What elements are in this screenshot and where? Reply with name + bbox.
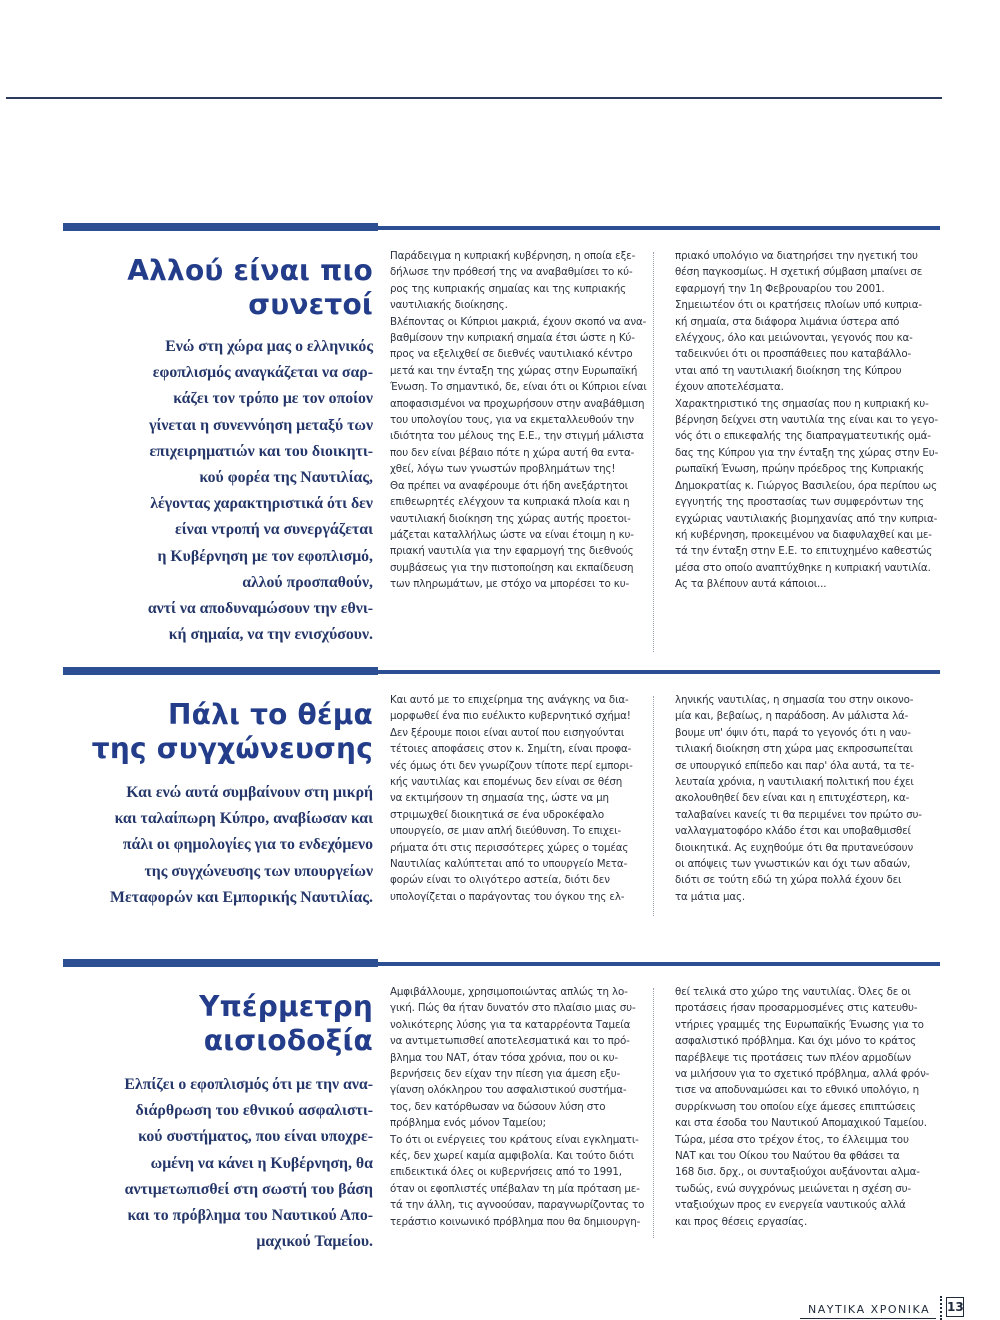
intro-line: και το πρόβλημα του Ναυτικού Απο- [127,1207,373,1225]
footer-rule [800,1318,936,1319]
body-line: τεράστιο κοινωνικό πρόβλημα που θα δημιουργη- [390,1215,641,1228]
intro-line: εφοπλισμός αναγκάζεται να σαρ- [152,364,373,382]
body-line: και προς θέσεις εργασίας. [675,1215,808,1228]
section-headline [63,698,373,766]
headline-line: της συγχώνευσης [91,732,373,765]
body-line: ιδιότητα του μέλους της Ε.Ε., την στιγμή μάλιστα [390,430,644,443]
intro-line: κή σημαία, να την ενισχύσουν. [168,626,373,644]
body-line: Δεν ξέρουμε ποιοι είναι αυτοί που εισηγούνται [390,726,625,739]
body-line: κής ναυτιλίας και επομένως δεν είναι σε θέση [390,776,623,789]
body-line: σε υπουργικό επίπεδο και παρ' όλα αυτά, τα τε- [675,759,915,772]
body-line: δας της Κύπρου για την ένταξη της χώρας στην Ευ- [675,446,939,459]
intro-line: λέγοντας χαρακτηριστικά ότι δεν [150,495,373,513]
body-column-1 [390,692,640,905]
headline-line: αισιοδοξία [203,1024,373,1057]
body-line: μέσα στο οποίο αναπτύχθηκε η κυπριακή ναυτιλία. [675,561,931,574]
body-column-1 [390,248,647,593]
body-line: ντήριες γραμμές της Ευρωπαϊκής Ένωσης για το [675,1018,924,1031]
body-line: νται από τη ναυτιλιακή διοίκηση της Κύπρου [675,364,902,377]
intro-line: της συγχώνευσης των υπουργείων [144,862,373,880]
article-section-2 [63,670,940,940]
body-column-1 [390,984,645,1230]
body-line: διοικητικά. Ας ευχηθούμε ότι θα πρυτανεύσουν [675,841,914,854]
body-line: υπουργείο, σε μιαν απλή διεύθυνση. Το επιχει- [390,825,622,838]
body-line: στριμωχθεί διοικητικά σε ένα υδροκέφαλο [390,808,605,821]
body-line: εγχώριας ναυτιλιακής βιομηχανίας από την κυπρια- [675,512,938,525]
headline-line: Υπέρμετρη [199,990,373,1023]
body-line: βερνήσεις δεν είχαν την πίεση για άμεση εξυ- [390,1068,621,1081]
body-line: εφαρμογή την 1η Φεβρουαρίου του 2001. [675,282,885,295]
body-line: βαθμίσουν την κυπριακή σημαία έτσι ώστε η Κύ- [390,332,635,345]
intro-line: πάλι οι φημολογίες για το ενδεχόμενο [122,836,373,854]
section-left-panel [63,254,373,648]
body-line: τιλιακή διοίκηση στη χώρα μας εκπροσωπείται [675,743,913,756]
intro-line: διάρθρωση του εθνικού ασφαλιστι- [135,1102,373,1120]
intro-line: γίνεται η συνεννόηση μεταξύ των [149,416,373,434]
body-line: παρέβλεψε τις προτάσεις των πλέον αρμοδίων [675,1051,911,1064]
body-line: Σημειωτέον ότι οι κρατήσεις πλοίων υπό κυπρια- [675,299,922,312]
body-line: ναλλαγματοφόρο κλάδο έτσι και υποβαθμισθεί [675,825,911,838]
body-line: Βλέποντας οι Κύπριοι μακριά, έχουν σκοπό να ανα- [390,315,647,328]
body-line: διότι σε τούτη εδώ τη χώρα πολλά έχουν δει [675,874,902,887]
body-line: νές όμως ότι δεν γνωρίζουν τίποτε περί εμπορι- [390,759,633,772]
intro-line: είναι ντροπή να συνεργάζεται [175,521,373,539]
body-line: κή κυβέρνηση, προκειμένου να διαφυλαχθεί και με- [675,528,932,541]
body-line: εγγυητής της προστασίας των συμφερόντων της [675,496,924,509]
section-rule [63,670,940,674]
body-line: του υπολογίου τους, για να εκμεταλλευθούν την [390,414,634,427]
headline-line: συνετοί [248,288,373,321]
section-left-panel [63,698,373,911]
body-line: βέρνηση δείχνει στη ναυτιλία της είναι και το γεγο- [675,414,938,427]
intro-line: η Κυβέρνηση με τον εφοπλισμό, [157,547,373,565]
section-left-panel [63,990,373,1255]
body-line: ακολουθηθεί δεν είναι και η επιτυχέστερη, κα- [675,792,910,805]
body-line: ναυτιλιακής διοίκησης. [390,299,508,312]
section-intro [63,780,373,911]
body-line: 168 δισ. δρχ., οι συνταξιούχοι αυξάνονται αλμα- [675,1166,920,1179]
intro-line: αλλού προσπαθούν, [242,573,373,591]
body-line: ληνικής ναυτιλίας, η σημασία του στην οικονο- [675,694,914,706]
body-line: έχουν αποτελέσματα. [675,381,784,394]
body-line: ταλαβαίνει κανείς τι θα περιμένει τον πρώτο συ- [675,808,922,821]
body-line: τά την άλλη, τις αγνοούσαν, παραγνωρίζοντας το [390,1199,645,1212]
body-line: γίανση ολόκληρου του ασφαλιστικού συστήμα- [390,1084,627,1097]
intro-line: αντί να αποδυναμώσουν την εθνι- [147,600,373,618]
body-line: νός ότι ο επικεφαλής της διαπραγματευτικής ομά- [675,430,931,443]
body-line: Ένωση. Το σημαντικό, δε, είναι ότι οι Κύπριοι είναι [390,381,647,394]
intro-line: Ελπίζει ο εφοπλισμός ότι με την ανα- [124,1076,373,1093]
body-line: Το ότι οι ενέργειες του κράτους είναι εγκληματι- [390,1133,639,1146]
body-line: προς να εξελιχθεί σε διεθνές ναυτιλιακό κέντρο [390,348,633,361]
body-line: βουμε υπ' όψιν ότι, παρά το γεγονός ότι η ναυ- [675,726,911,739]
intro-line: κού φορέα της Ναυτιλίας, [199,469,373,487]
body-line: τος, δεν κατόρθωσαν να δώσουν λύση στο [390,1100,606,1113]
body-line: πρόβλημα ενός μόνον Ταμείου; [390,1117,546,1130]
body-line: ταδεικνύει ότι οι προσπάθειες που καταβάλλο- [675,348,912,361]
body-line: συρρίκνωση του οποίου είχε άμεσες επιπτώσεις [675,1100,916,1113]
intro-line: κάζει τον τρόπο με τον οποίον [173,390,373,408]
body-line: Και αυτό με το επιχείρημα της ανάγκης να δια- [390,694,629,706]
body-line: μάζεται καταλλήλως ώστε να είναι έτοιμη η κυ- [390,528,634,541]
body-line: τέτοιες αποφάσεις στον κ. Σημίτη, είναι προφα- [390,743,632,756]
body-line: συμβάσεως για την πιστοποίηση και εκπαίδευση [390,561,634,574]
intro-line: κού συστήματος, που είναι υποχρε- [138,1128,373,1146]
column-divider [653,696,655,916]
body-line: Ας τα βλέπουν αυτά κάποιοι... [675,578,827,591]
body-line: Τώρα, μέσα στο τρέχον έτος, το έλλειμμα του [675,1133,909,1146]
section-intro [63,1072,373,1255]
body-line: νταξιούχων προς εν ενεργεία ναυτικούς αλλά [675,1199,906,1212]
body-line: ασφαλιστικό πρόβλημα. Και όχι μόνο το κράτος [675,1035,917,1048]
body-line: ναυτιλιακή διοίκηση της χώρας αυτής προετοι- [390,512,631,525]
headline-line: Αλλού είναι πιο [127,254,373,287]
body-line: φορών είναι το ολιγότερο αστεία, διότι δεν [390,874,610,887]
body-line: να αντιμετωπισθεί αποτελεσματικά και το πρό- [390,1035,630,1048]
body-line: τισε να αποδυναμώσει και το εθνικό υπολόγιο, η [675,1084,919,1097]
body-column-2 [675,248,939,593]
body-line: και στα έσοδα του Ναυτικού Απομαχικού Ταμείου. [675,1117,927,1130]
body-line: οι απόψεις των γνωστικών και όχι των αδαών, [675,858,911,871]
footer-dotted-rule [940,1296,942,1320]
body-column-2 [675,984,930,1230]
body-line: τά την ένταξη στην Ε.Ε. το επιτυχημένο καθεστώς [675,545,933,558]
intro-line: μαχικού Ταμείου. [256,1233,373,1251]
body-line: Ναυτιλίας καλύπτεται από το υπουργείο Μετα- [390,858,628,871]
body-line: τωδώς, ενώ συγχρόνως μειώνεται η σχέση συ- [675,1182,911,1195]
body-line: ρήματα ότι στις περισσότερες χώρες ο τομέας [390,841,629,854]
headline-line: Πάλι το θέμα [168,698,373,731]
column-divider [653,988,655,1238]
body-line: πριακό υπολόγιο να διατηρήσει την ηγετική του [675,250,918,262]
body-line: προτάσεις ήσαν προσαρμοσμένες στις κατευθυ- [675,1002,918,1015]
intro-line: και ταλαίπωρη Κύπρο, αναβίωσαν και [114,810,373,828]
intro-line: ωμένη να κάνει η Κυβέρνηση, θα [150,1154,373,1172]
body-line: Παράδειγμα η κυπριακή κυβέρνηση, η οποία εξε- [390,250,636,262]
body-line: δήλωσε την πρόθεσή της να αναβαθμίσει το κύ- [390,266,633,279]
body-line: μορφωθεί ένα πιο ευέλικτο κυβερνητικό σχήμα! [390,710,631,723]
section-headline [63,254,373,322]
article-section-1 [63,226,940,666]
body-line: ρος της κυπριακής σημαίας και της κυπριακής [390,282,626,295]
body-line: νολικότερης λύσης για τα καταρρέοντα Ταμεία [390,1018,631,1031]
body-line: πριακή ναυτιλία για την εφαρμογή της διεθνούς [390,545,634,558]
body-line: θέση παγκοσμίως. Η σχετική σύμβαση μπαίνει σε [675,266,923,279]
section-rule [63,962,940,966]
body-line: χθεί, λόγω των γνωστών προβλημάτων της! [390,463,616,476]
body-line: ελέγχους, όλο και μειώνονται, γεγονός που κα- [675,332,913,345]
body-line: κή σημαία, στα διάφορα λιμάνια ύστερα από [675,315,900,328]
intro-line: Ενώ στη χώρα μας ο ελληνικός [165,338,373,355]
intro-line: Μεταφορών και Εμπορικής Ναυτιλίας. [110,888,373,906]
section-rule [63,226,940,230]
body-line: Θα πρέπει να αναφέρουμε ότι ήδη ανεξάρτητοι [390,479,628,492]
body-line: να μιλήσουν για το σχετικό πρόβλημα, αλλά φρόν- [675,1068,930,1081]
body-line: αποφασισμένοι να προχωρήσουν στην αναβάθμιση [390,397,645,410]
article-section-3 [63,962,940,1262]
body-line: ρωπαϊκή Ένωση, πρώην πρόεδρος της Κυπριακής [675,463,925,476]
magazine-name: ΝΑΥΤΙΚΑ ΧΡΟΝΙΚΑ [808,1303,931,1316]
body-line: να εκτιμήσουν τη σημασία της, ώστε να μη [390,792,609,805]
body-line: κές, δεν χωρεί καμία αμφιβολία. Και τούτο διότι [390,1150,635,1163]
body-line: Δημοκρατίας κ. Γιώργος Βασιλείου, όρα περίπου ως [675,479,937,492]
body-line: μία και, βεβαίως, η παράδοση. Αν μάλιστα λά- [675,710,909,723]
intro-line: Και ενώ αυτά συμβαίνουν στη μικρή [126,784,373,801]
body-line: επιδεικτικά όλες οι κυβερνήσεις από το 1991, [390,1166,622,1179]
top-rule [6,97,942,99]
intro-line: επιχειρηματιών και του διοικητι- [149,442,373,460]
body-line: λευταία χρόνια, η ναυτιλιακή πολιτική που έχει [675,776,914,789]
section-intro [63,334,373,648]
body-line: των πληρωμάτων, με στόχο να μπορέσει το κυ- [390,578,630,591]
body-line: υπολογίζεται ο παράγοντας του όγκου της ελ- [390,890,625,903]
body-line: Αμφιβάλλουμε, χρησιμοποιώντας απλώς τη λο- [390,986,628,998]
body-line: γική. Πώς θα ήταν δυνατόν στο πλαίσιο μιας συ- [390,1002,636,1015]
body-line: όταν οι εφοπλιστές υπέβαλαν τη μία πρόταση με- [390,1182,640,1195]
section-headline [63,990,373,1058]
body-column-2 [675,692,925,905]
body-line: ΝΑΤ και του Οίκου του Ναύτου θα φθάσει τα [675,1150,900,1163]
page-number: 13 [946,1297,964,1317]
body-line: μετά και την ένταξη της χώρας στην Ευρωπαϊκή [390,364,638,377]
body-line: θεί τελικά στο χώρο της ναυτιλίας. Όλες δε οι [675,986,911,998]
intro-line: αντιμετωπισθεί στη σωστή του βάση [124,1180,373,1198]
body-line: τα μάτια μας. [675,890,746,903]
body-line: που δεν είναι βέβαιο πότε η χώρα αυτή θα εντα- [390,446,635,459]
body-line: βλημα του ΝΑΤ, όταν τόσα χρόνια, που οι κυ- [390,1051,618,1064]
body-line: επιθεωρητές ελέγχουν τα κυπριακά πλοία και η [390,496,630,509]
column-divider [653,252,655,652]
body-line: Χαρακτηριστικό της σημασίας που η κυπριακή κυ- [675,397,929,410]
page-footer [800,1296,970,1320]
